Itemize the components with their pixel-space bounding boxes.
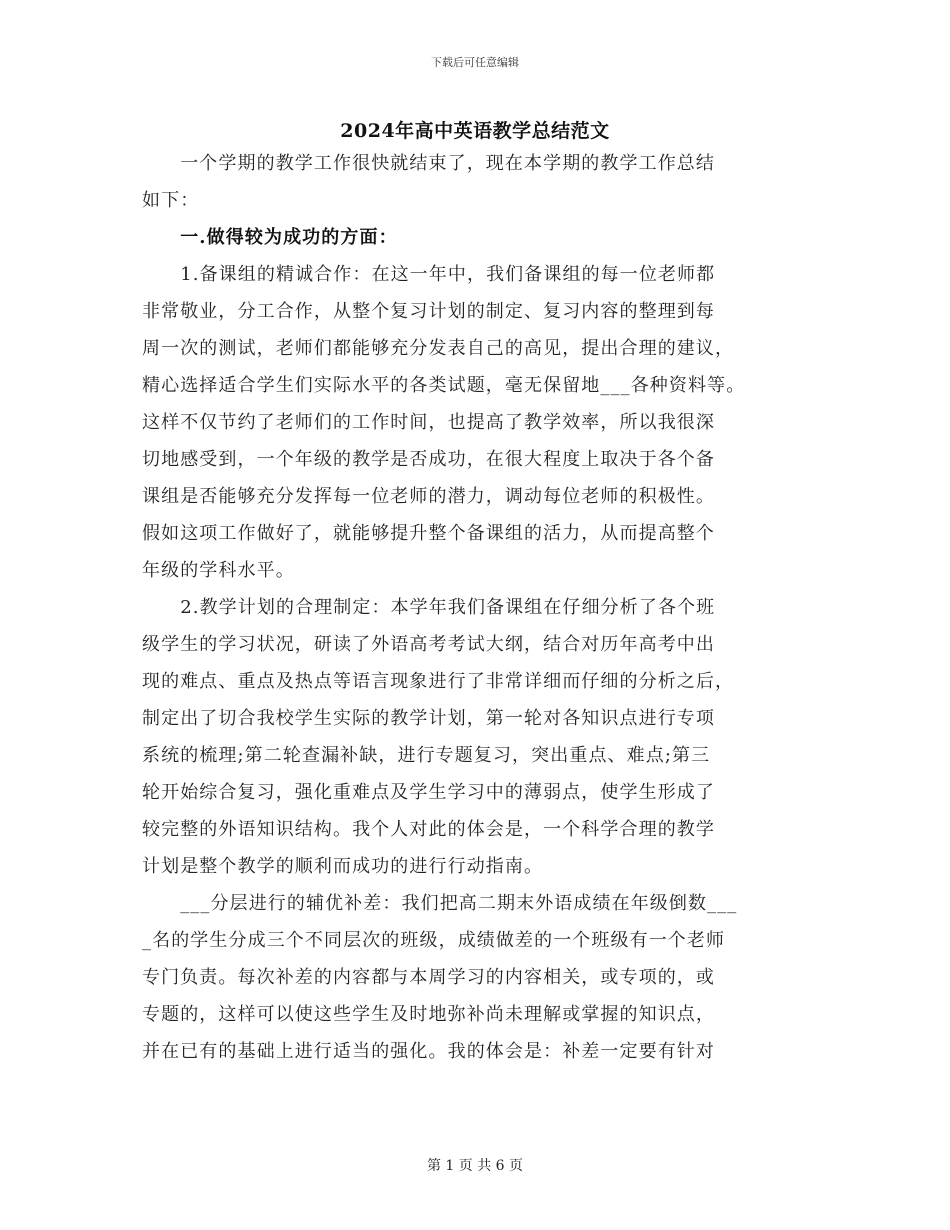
body-line: 一个学期的教学工作很快就结束了，现在本学期的教学工作总结 — [142, 153, 715, 174]
page-footer: 第 1 页 共 6 页 — [426, 1158, 524, 1174]
body-line: 1.备课组的精诚合作：在这一年中，我们备课组的每一位老师都 — [142, 264, 716, 285]
body-line: 并在已有的基础上进行适当的强化。我的体会是：补差一定要有针对 — [142, 1041, 715, 1062]
section-heading: 一.做得较为成功的方面： — [142, 227, 398, 248]
body-line: 现的难点、重点及热点等语言现象进行了非常详细而仔细的分析之后， — [142, 671, 735, 692]
body-line: 系统的梳理;第二轮查漏补缺，进行专题复习，突出重点、难点;第三 — [142, 745, 711, 766]
body-line: ___分层进行的辅优补差：我们把高二期末外语成绩在年级倒数___ — [142, 893, 738, 914]
body-line: 课组是否能够充分发挥每一位老师的潜力，调动每位老师的积极性。 — [142, 486, 715, 507]
body-line: 年级的学科水平。 — [142, 560, 295, 581]
body-line: 如下： — [142, 190, 200, 211]
body-line: 专题的，这样可以使这些学生及时地弥补尚未理解或掌握的知识点， — [142, 1004, 715, 1025]
body-line: 假如这项工作做好了，就能够提升整个备课组的活力，从而提高整个 — [142, 523, 715, 544]
body-line: 较完整的外语知识结构。我个人对此的体会是，一个科学合理的教学 — [142, 819, 715, 840]
header-note: 下载后可任意编辑 — [431, 56, 519, 69]
body-line: 专门负责。每次补差的内容都与本周学习的内容相关，或专项的，或 — [142, 967, 715, 988]
body-line: 这样不仅节约了老师们的工作时间，也提高了教学效率，所以我很深 — [142, 412, 715, 433]
body-line: 制定出了切合我校学生实际的教学计划，第一轮对各知识点进行专项 — [142, 708, 715, 729]
body-line: 级学生的学习状况，研读了外语高考考试大纲，结合对历年高考中出 — [142, 634, 715, 655]
body-line: 轮开始综合复习，强化重难点及学生学习中的薄弱点，使学生形成了 — [142, 782, 715, 803]
body-line: 2.教学计划的合理制定：本学年我们备课组在仔细分析了各个班 — [142, 597, 716, 618]
body-line: 切地感受到，一个年级的教学是否成功，在很大程度上取决于各个备 — [142, 449, 715, 470]
document-title: 2024年高中英语教学总结范文 — [340, 120, 610, 142]
body-line: _名的学生分成三个不同层次的班级，成绩做差的一个班级有一个老师 — [142, 930, 726, 951]
body-line: 周一次的测试，老师们都能够充分发表自己的高见，提出合理的建议， — [142, 338, 735, 359]
body-line: 非常敬业，分工合作，从整个复习计划的制定、复习内容的整理到每 — [142, 301, 715, 322]
body-line: 计划是整个教学的顺利而成功的进行行动指南。 — [142, 856, 544, 877]
body-line: 精心选择适合学生们实际水平的各类试题，毫无保留地___各种资料等。 — [142, 375, 746, 396]
